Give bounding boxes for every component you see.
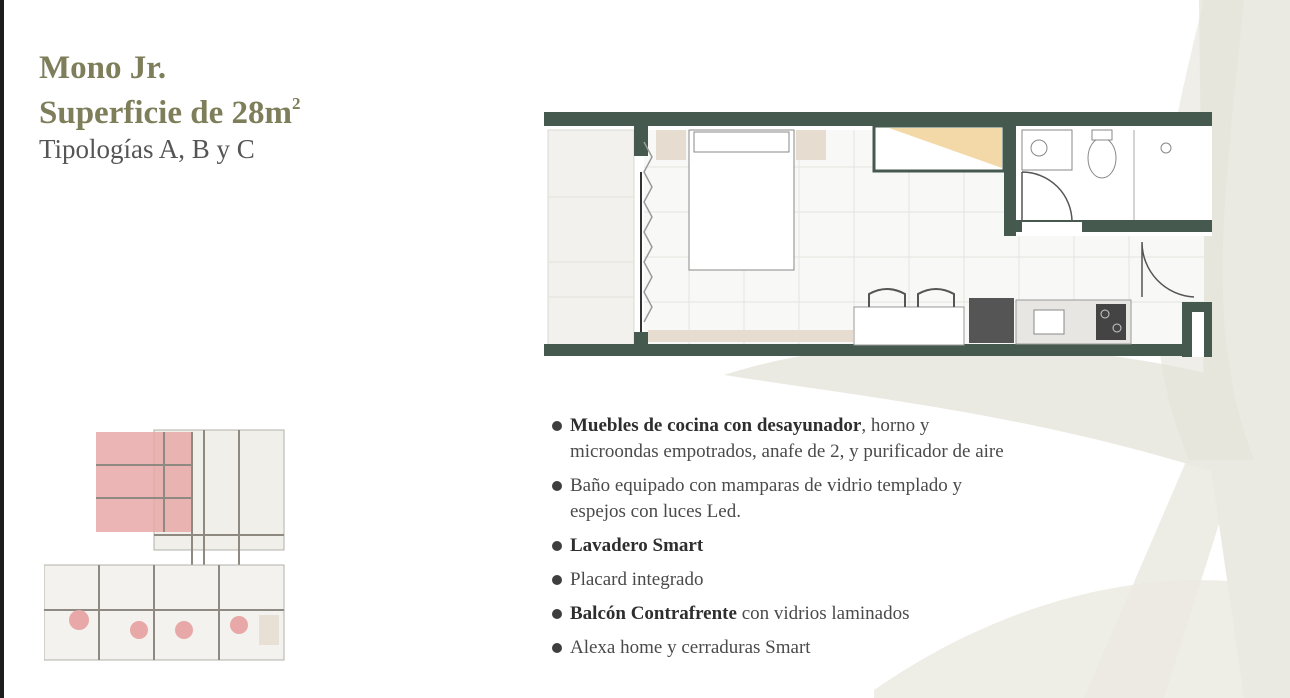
list-item: Baño equipado con mamparas de vidrio templado y espejos con luces Led. [551,473,1151,525]
typologies: Tipologías A, B y C [39,134,255,164]
heading-block [39,50,300,167]
list-item: Placard integrado [551,567,1151,593]
apartment-floorplan [544,112,1214,360]
list-item: Lavadero Smart [551,533,1151,559]
surface-area-superscript: 2 [291,94,301,113]
building-site-plan [44,420,289,670]
feature-list [551,413,1151,669]
surface-area [39,86,300,131]
list-item: Muebles de cocina con desayunador, horno y microondas empotrados, anafe de 2, y purificador de aire [551,413,1151,465]
list-item: Balcón Contrafrente con vidrios laminados [551,601,1151,627]
list-item: Alexa home y cerraduras Smart [551,635,1151,661]
surface-area-text: Superficie de 28m [39,95,292,131]
unit-name: Mono Jr. [39,50,167,86]
